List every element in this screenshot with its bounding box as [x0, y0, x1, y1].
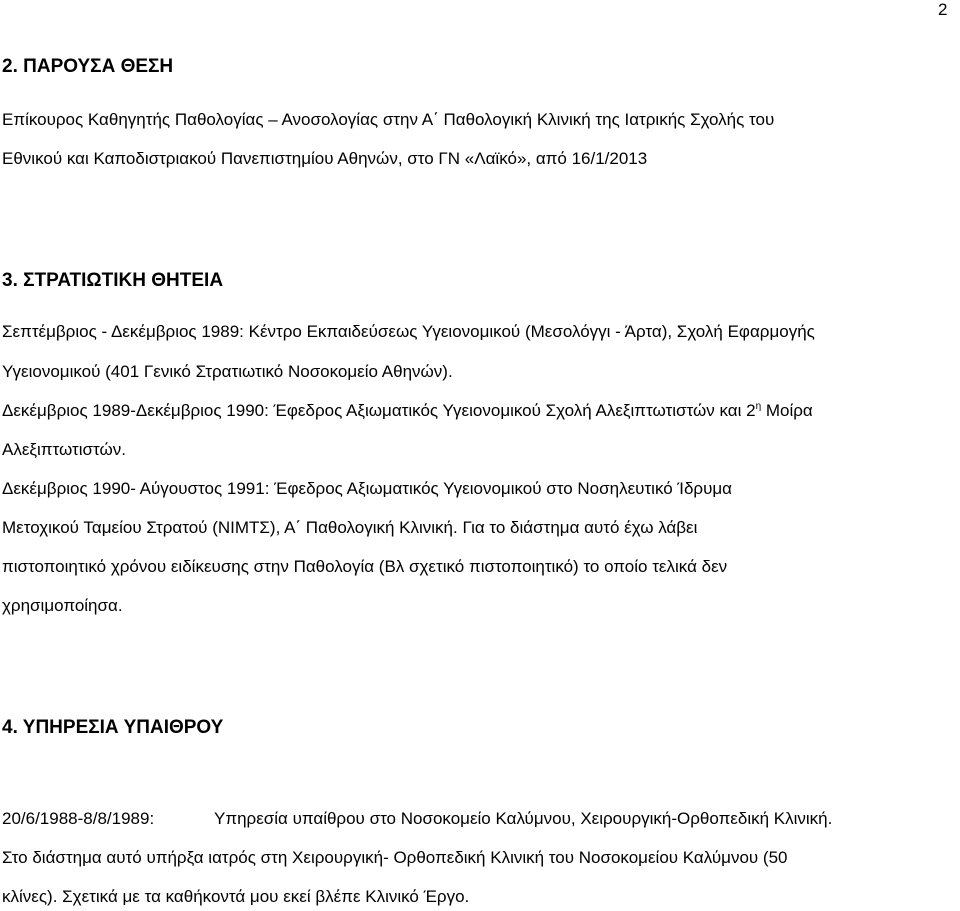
text-line: Σεπτέμβριος - Δεκέμβριος 1989: Κέντρο Εκπαιδεύσεως Υγειονομικού (Μεσολόγγι - Άρτα), Σχολή Εφαρμογής: [2, 322, 815, 341]
service-period: 20/6/1988-8/8/1989:: [2, 809, 155, 828]
text-line: Επίκουρος Καθηγητής Παθολογίας – Ανοσολογίας στην Α΄ Παθολογική Κλινική της Ιατρικής Σχολής του: [2, 110, 775, 129]
text-line: χρησιμοποίησα.: [2, 596, 123, 615]
text-fragment: Μοίρα: [761, 401, 813, 420]
text-line: πιστοποιητικό χρόνου ειδίκευσης στην Παθολογία (Βλ σχετικό πιστοποιητικό) το οποίο τελικά δεν: [2, 557, 728, 576]
section-heading-current-position: 2. ΠΑΡΟΥΣΑ ΘΕΣΗ: [2, 56, 174, 77]
text-line: Εθνικού και Καποδιστριακού Πανεπιστημίου Αθηνών, στο ΓΝ «Λαϊκό», από 16/1/2013: [2, 149, 648, 168]
text-line: Υγειονομικού (401 Γενικό Στρατιωτικό Νοσοκομείο Αθηνών).: [2, 362, 453, 381]
section-heading-military-service: 3. ΣΤΡΑΤΙΩΤΙΚΗ ΘΗΤΕΙΑ: [2, 270, 224, 291]
section-heading-rural-service: 4. ΥΠΗΡΕΣΙΑ ΥΠΑΙΘΡΟΥ: [2, 717, 224, 738]
text-fragment: Δεκέμβριος 1989-Δεκέμβριος 1990: Έφεδρος Αξιωματικός Υγειονομικού Σχολή Αλεξιπτωτιστών και 2: [2, 401, 756, 420]
service-description: Υπηρεσία υπαίθρου στο Νοσοκομείο Καλύμνου, Χειρουργική-Ορθοπεδική Κλινική.: [214, 809, 833, 828]
text-line: Δεκέμβριος 1990- Αύγουστος 1991: Έφεδρος Αξιωματικός Υγειονομικού στο Νοσηλευτικό Ίδρυμα: [2, 479, 732, 498]
text-line: [2, 809, 832, 829]
ordinal-superscript: η: [755, 401, 762, 412]
text-line: Αλεξιπτωτιστών.: [2, 440, 126, 459]
text-line: Μετοχικού Ταμείου Στρατού (ΝΙΜΤΣ), Α΄ Παθολογική Κλινική. Για το διάστημα αυτό έχω λάβει: [2, 518, 698, 537]
text-line: κλίνες). Σχετικά με τα καθήκοντά μου εκεί βλέπε Κλινικό Έργο.: [2, 887, 470, 906]
page-number: 2: [938, 0, 948, 19]
text-line: Στο διάστημα αυτό υπήρξα ιατρός στη Χειρουργική- Ορθοπεδική Κλινική του Νοσοκομείου Καλύμνου (50: [2, 848, 788, 867]
text-line: [2, 401, 813, 421]
